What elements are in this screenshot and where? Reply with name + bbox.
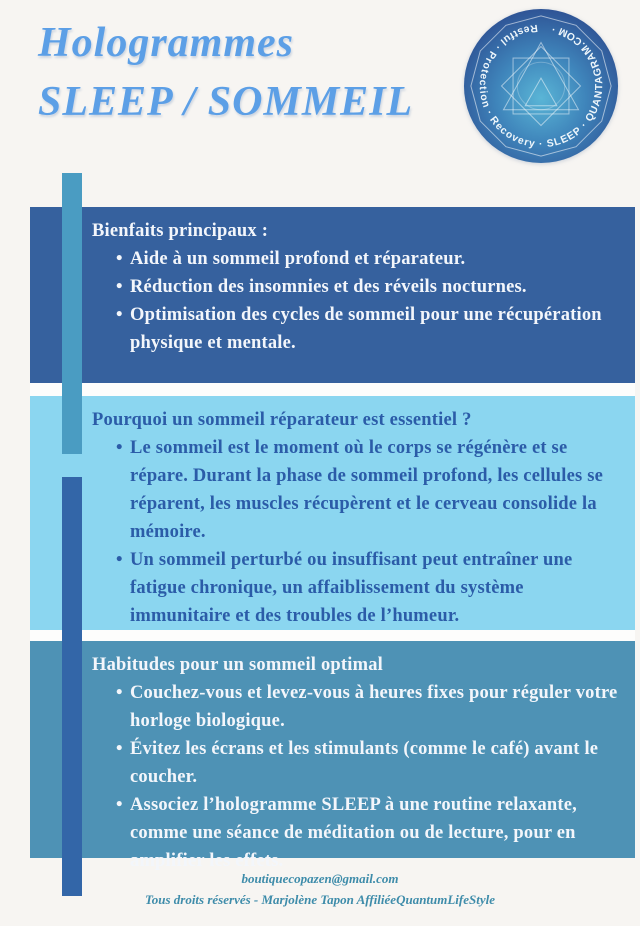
page-title: Hologrammes bbox=[38, 20, 295, 66]
accent-bar-top bbox=[62, 173, 82, 454]
bullet-item: • Associez l’hologramme SLEEP à une routine relaxante, comme une séance de méditation ou de lecture, pour en amplifier les effets. bbox=[116, 791, 627, 875]
bullet-item: • Un sommeil perturbé ou insuffisant peut entraîner une fatigue chronique, un affaiblissement du système immunitaire et des troubles de l’humeur. bbox=[116, 546, 627, 630]
page-title-block bbox=[38, 14, 413, 132]
accent-bar-bottom bbox=[62, 477, 82, 896]
logo-ring-text: Restful · Protection · Recovery · SLEEP · QUANTAGRAM.COM · bbox=[476, 21, 606, 151]
section-bienfaits bbox=[30, 207, 635, 383]
bullet-list bbox=[116, 245, 627, 357]
bullet-item: • Aide à un sommeil profond et réparateur. bbox=[116, 245, 627, 273]
block-gap-divider bbox=[30, 383, 635, 396]
section-heading: Bienfaits principaux : bbox=[92, 221, 269, 241]
bullet-item: • Évitez les écrans et les stimulants (comme le café) avant le coucher. bbox=[116, 735, 627, 791]
footer-email: boutiquecopazen@gmail.com bbox=[241, 871, 399, 886]
bullet-item: • Optimisation des cycles de sommeil pour une récupération physique et mentale. bbox=[116, 301, 627, 357]
section-heading: Habitudes pour un sommeil optimal bbox=[92, 655, 384, 675]
quantagram-logo-badge bbox=[462, 7, 620, 165]
block-gap-divider bbox=[30, 630, 635, 641]
bullet-item: • Le sommeil est le moment où le corps se régénère et se répare. Durant la phase de sommeil profond, les cellules se réparent, les muscles récupèrent et le cerveau consolide la mémoire. bbox=[116, 434, 627, 546]
footer-rights: Tous droits réservés - Marjolène Tapon AffiliéeQuantumLifeStyle bbox=[144, 892, 496, 907]
bullet-item: • Couchez-vous et levez-vous à heures fixes pour réguler votre horloge biologique. bbox=[116, 679, 627, 735]
bullet-item: • Réduction des insomnies et des réveils nocturnes. bbox=[116, 273, 627, 301]
bullet-list bbox=[116, 679, 627, 875]
section-heading: Pourquoi un sommeil réparateur est essentiel ? bbox=[92, 410, 472, 430]
section-habitudes bbox=[30, 641, 635, 871]
page-subtitle: SLEEP / SOMMEIL bbox=[38, 79, 414, 125]
section-pourquoi bbox=[30, 396, 635, 630]
bullet-list bbox=[116, 434, 627, 630]
